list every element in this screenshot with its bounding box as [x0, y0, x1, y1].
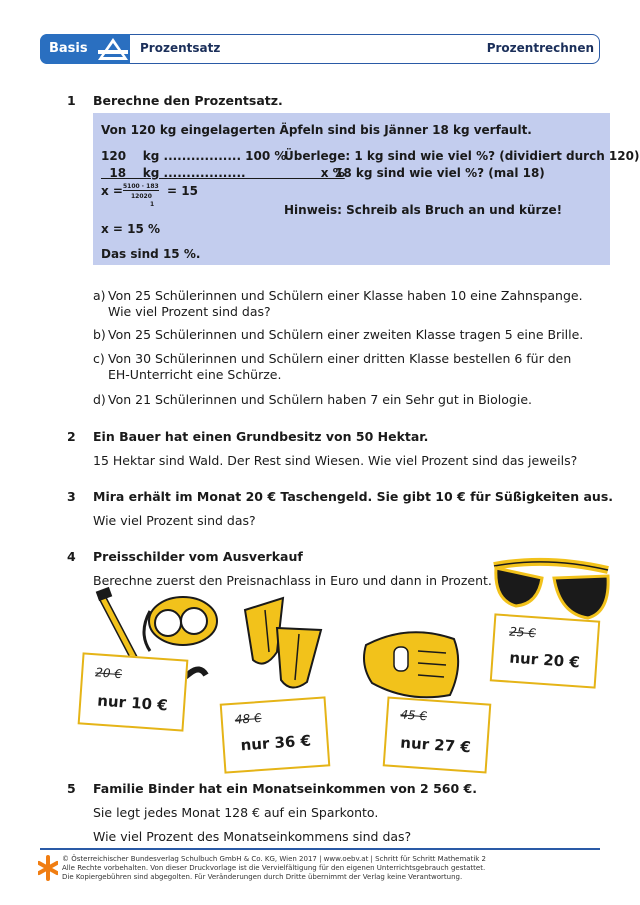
hint-line-3: Hinweis: Schreib als Bruch an und kürze! — [284, 203, 563, 217]
hint-line-2: 18 kg sind wie viel %? (mal 18) — [335, 166, 545, 180]
item-label: d) — [93, 392, 106, 407]
item-label: a) — [93, 288, 106, 303]
task-title: Preisschilder vom Ausverkauf — [93, 549, 303, 564]
topic-title: Prozentsatz — [140, 41, 221, 55]
new-price: nur 20 € — [508, 648, 581, 672]
example-x-line: x = 15 % — [101, 222, 161, 236]
price-tag — [78, 652, 189, 731]
example-line-1: 120 kg ................. 100 % — [101, 149, 287, 163]
new-price: nur 10 € — [96, 691, 169, 715]
old-price: 45 € — [399, 707, 428, 724]
old-price: 25 € — [508, 624, 537, 641]
hint-line-1: Überlege: 1 kg sind wie viel %? (dividiert durch 120) — [284, 149, 640, 163]
footer-line-1: © Österreichischer Bundesverlag Schulbuch GmbH & Co. KG, Wien 2017 | www.oebv.at | Schritt für Schritt Mathematik 2 — [62, 855, 487, 863]
footer-line-2: Alle Rechte vorbehalten. Von dieser Druckvorlage ist die Vervielfältigung für den eigenen Unterrichtsgebrauch gestattet. — [62, 864, 486, 872]
task-title: Ein Bauer hat einen Grundbesitz von 50 Hektar. — [93, 429, 429, 444]
item-text: Von 30 Schülerinnen und Schülern einer dritten Klasse bestellen 6 für den — [108, 351, 572, 366]
fraction-subscript: 1 — [150, 201, 155, 208]
example-answer: Das sind 15 %. — [101, 247, 201, 261]
task-text: Sie legt jedes Monat 128 € auf ein Sparkonto. — [93, 805, 379, 820]
item-text-2: Wie viel Prozent sind das? — [108, 304, 271, 319]
price-tag — [220, 696, 331, 773]
example-x-result: = 15 — [167, 184, 198, 198]
old-price: 20 € — [94, 665, 123, 682]
item-text: Von 21 Schülerinnen und Schülern haben 7 ein Sehr gut in Biologie. — [108, 392, 532, 407]
fraction-denominator: 12020 — [131, 193, 152, 200]
swim-fins-illustration — [225, 590, 335, 700]
task-number: 4 — [67, 549, 76, 564]
task-title: Familie Binder hat ein Monatseinkommen von 2 560 €. — [93, 781, 477, 796]
footer-copyright — [62, 855, 486, 882]
item-text-2: EH-Unterricht eine Schürze. — [108, 367, 282, 382]
item-text: Von 25 Schülerinnen und Schülern einer zweiten Klasse tragen 5 eine Brille. — [108, 327, 584, 342]
old-price: 48 € — [234, 710, 262, 727]
task-title: Mira erhält im Monat 20 € Taschengeld. Sie gibt 10 € für Süßigkeiten aus. — [93, 489, 614, 504]
item-label: b) — [93, 327, 106, 342]
chapter-title: Prozentrechnen — [486, 41, 594, 55]
new-price: nur 27 € — [399, 733, 472, 757]
bodyboard-illustration — [358, 625, 468, 705]
example-x-prefix: x = — [101, 184, 123, 198]
fraction-numerator: 5100 · 183 — [123, 183, 159, 190]
price-tag — [490, 613, 600, 688]
task-number: 2 — [67, 429, 76, 444]
task-text: Berechne zuerst den Preisnachlass in Euro und dann in Prozent. — [93, 573, 492, 588]
task-title: Berechne den Prozentsatz. — [93, 93, 283, 108]
task-text: Wie viel Prozent sind das? — [93, 513, 256, 528]
task-number: 3 — [67, 489, 76, 504]
task-text: 15 Hektar sind Wald. Der Rest sind Wiesen. Wie viel Prozent sind das jeweils? — [93, 453, 578, 468]
footer-line-3: Die Kopiergebühren sind abgegolten. Für Veränderungen durch Dritte übernimmt der Verlag keine Verantwortung. — [62, 873, 463, 881]
task-number: 5 — [67, 781, 76, 796]
new-price: nur 36 € — [240, 731, 312, 755]
pyramid-icon — [96, 36, 130, 62]
footer-divider — [40, 848, 600, 850]
task-number: 1 — [67, 93, 76, 108]
publisher-logo-icon — [38, 855, 58, 881]
example-intro: Von 120 kg eingelagerten Äpfeln sind bis Jänner 18 kg verfault. — [101, 123, 532, 137]
item-label: c) — [93, 351, 105, 366]
task-text-2: Wie viel Prozent des Monatseinkommens sind das? — [93, 829, 412, 844]
price-tag — [383, 696, 492, 773]
example-line-2: 18 kg .................. x % — [101, 166, 345, 180]
item-text: Von 25 Schülerinnen und Schülern einer Klasse haben 10 eine Zahnspange. — [108, 288, 583, 303]
basis-label: Basis — [49, 41, 88, 56]
